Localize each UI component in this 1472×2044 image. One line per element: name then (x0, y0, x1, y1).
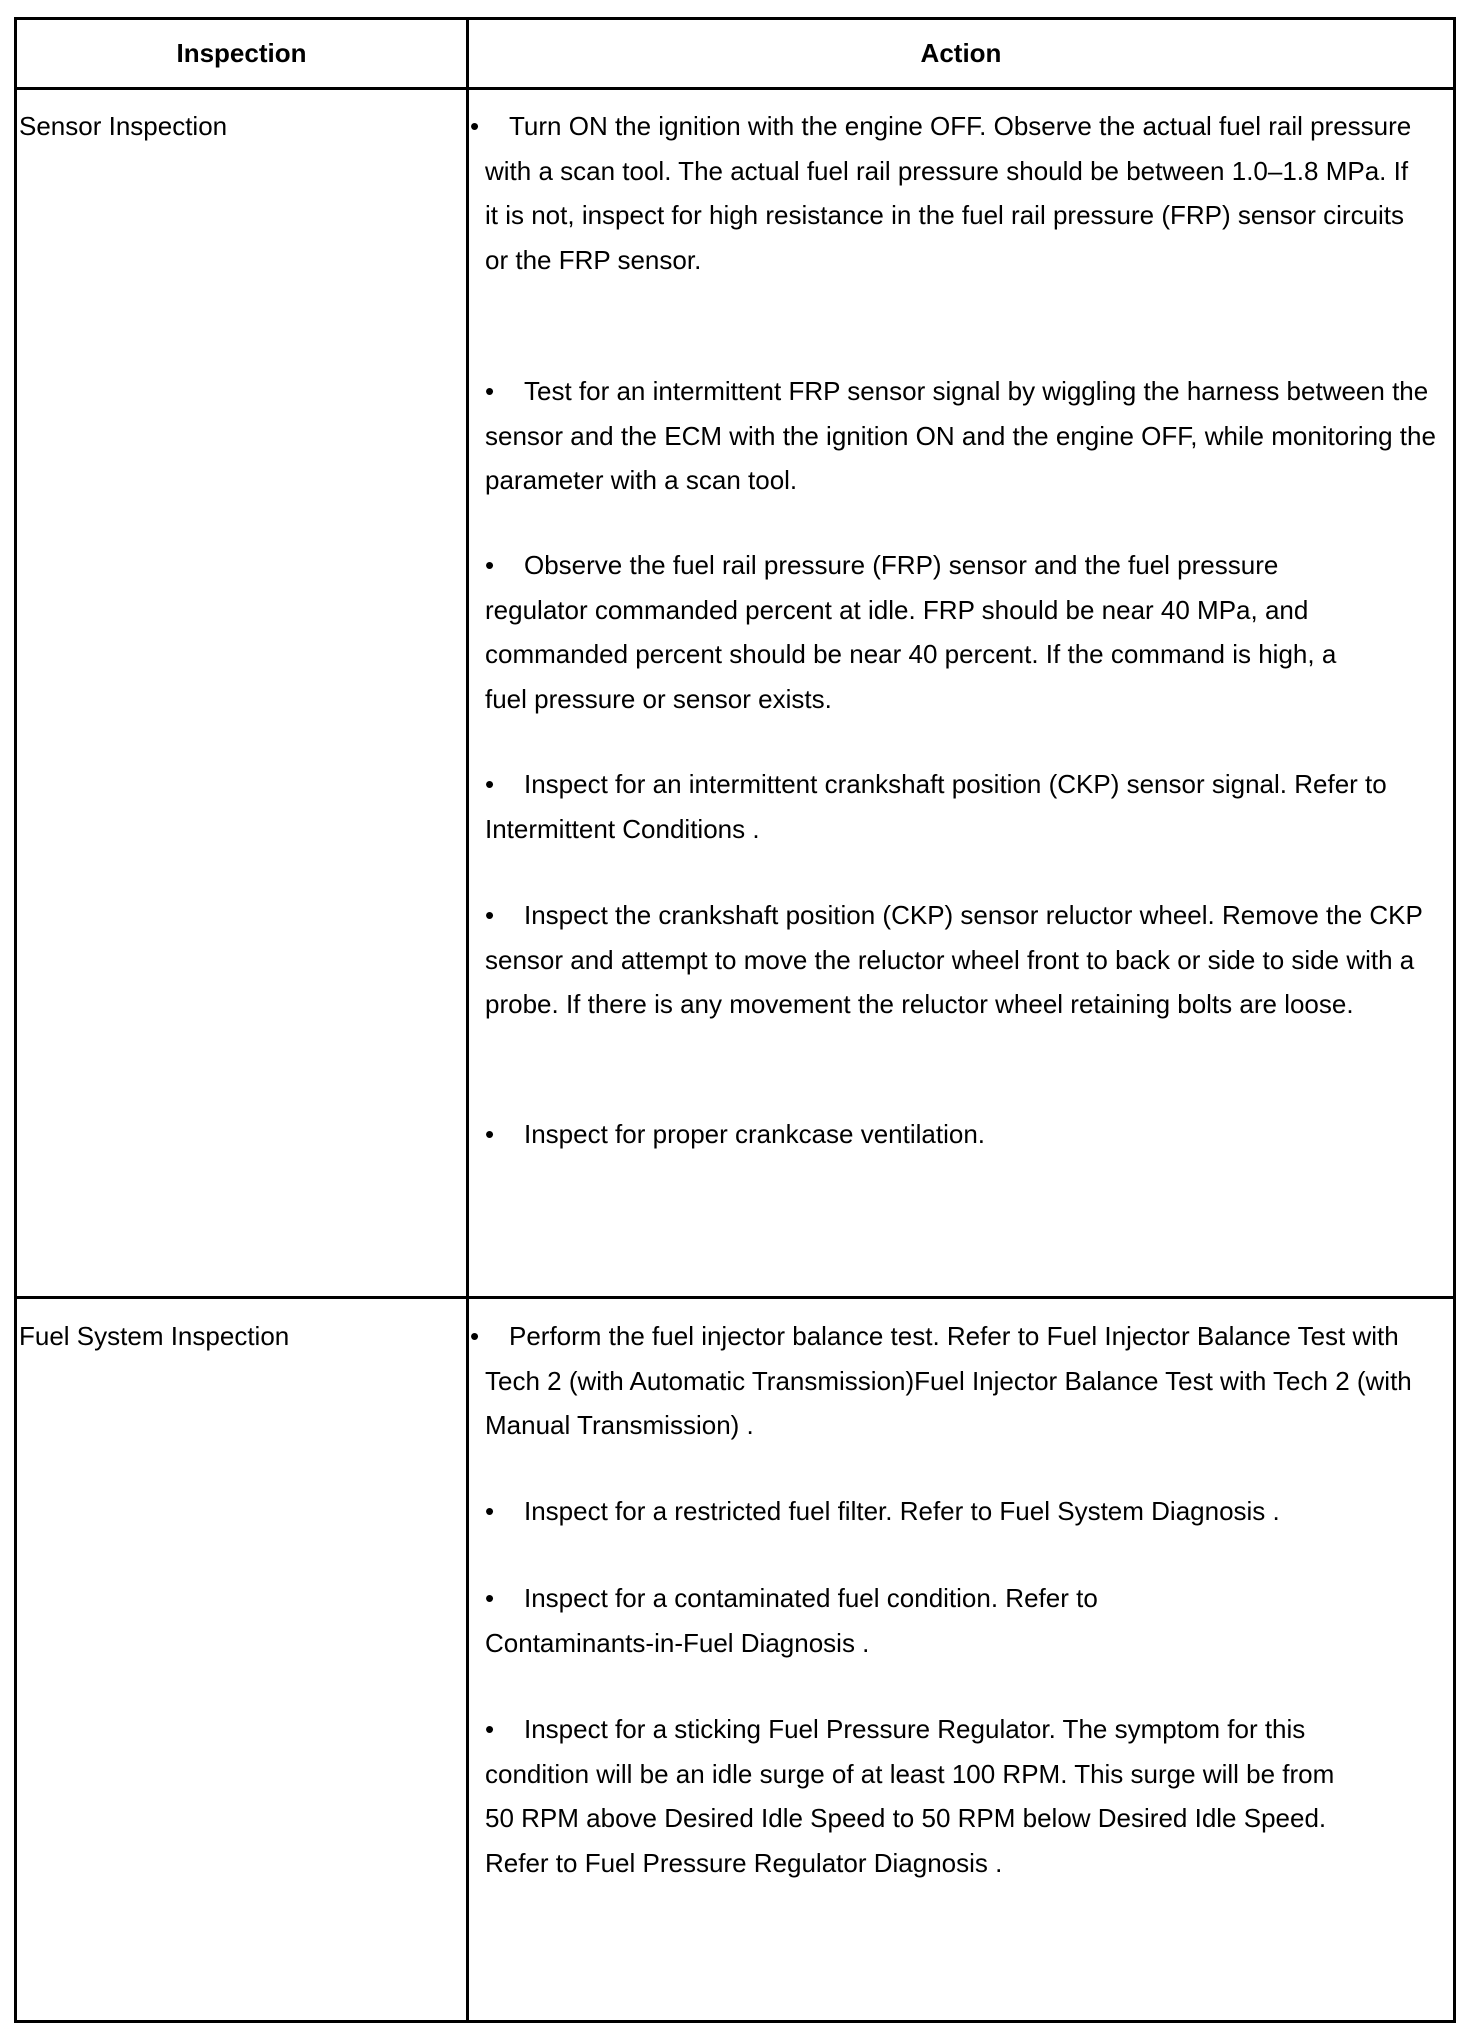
action-item (485, 762, 1425, 851)
header-inspection: Inspection (176, 37, 307, 68)
row-sensor-inspection-label: Sensor Inspection (19, 111, 228, 141)
action-item (485, 369, 1465, 503)
action-text: Turn ON the ignition with the engine OFF. Observe the actual fuel rail pressure with a scan tool. The actual fuel rail pressure should be between 1.0–1.8 MPa. If it is not, inspect for high resistance in the fuel rail pressure (FRP) sensor circuits or the FRP sensor. (485, 111, 1412, 275)
bullet-icon: • (485, 900, 495, 930)
action-item (485, 543, 1365, 721)
action-item (470, 1314, 1445, 1448)
bullet-icon: • (485, 1714, 495, 1744)
header-action: Action (920, 37, 1002, 68)
column-divider (466, 17, 469, 2023)
action-text: Inspect for a restricted fuel filter. Refer to Fuel System Diagnosis . (524, 1496, 1280, 1526)
action-item (470, 104, 1425, 282)
bullet-icon: • (485, 1583, 495, 1613)
action-text: Inspect the crankshaft position (CKP) sensor reluctor wheel. Remove the CKP sensor and attempt to move the reluctor wheel front to back or side to side with a probe. If there is any movement the reluctor wheel retaining bolts are loose. (485, 900, 1423, 1019)
action-text: Inspect for a sticking Fuel Pressure Regulator. The symptom for this condition will be an idle surge of at least 100 RPM. This surge will be from 50 RPM above Desired Idle Speed to 50 RPM below Desired Idle Speed. Refer to Fuel Pressure Regulator Diagnosis . (485, 1714, 1335, 1878)
action-text: Observe the fuel rail pressure (FRP) sensor and the fuel pressure regulator commanded percent at idle. FRP should be near 40 MPa, and commanded percent should be near 40 percent. If the command is high, a fuel pressure or sensor exists. (485, 550, 1337, 714)
action-text: Inspect for proper crankcase ventilation. (524, 1119, 986, 1149)
bullet-icon: • (470, 111, 480, 141)
action-item (485, 893, 1425, 1027)
action-text: Inspect for an intermittent crankshaft position (CKP) sensor signal. Refer to Intermittent Conditions . (485, 769, 1387, 844)
bullet-icon: • (485, 550, 495, 580)
row-fuel-system-inspection-label: Fuel System Inspection (19, 1321, 290, 1351)
action-item (485, 1489, 1425, 1534)
bullet-icon: • (485, 1496, 495, 1526)
action-text: Inspect for a contaminated fuel condition. Refer to Contaminants-in-Fuel Diagnosis . (485, 1583, 1098, 1658)
action-item (485, 1576, 1185, 1665)
action-text: Test for an intermittent FRP sensor signal by wiggling the harness between the sensor and the ECM with the ignition ON and the engine OFF, while monitoring the parameter with a scan tool. (485, 376, 1436, 495)
table-border-bottom (14, 2020, 1456, 2023)
table-border-right (1453, 17, 1456, 2023)
action-text: Perform the fuel injector balance test. Refer to Fuel Injector Balance Test with Tech 2 (with Automatic Transmission)Fuel Injector Balance Test with Tech 2 (with Manual Transmission) . (485, 1321, 1412, 1440)
bullet-icon: • (485, 1119, 495, 1149)
bullet-icon: • (485, 376, 495, 406)
row-divider (14, 1296, 1456, 1299)
action-item (485, 1707, 1365, 1885)
bullet-icon: • (485, 769, 495, 799)
table-border-left (14, 17, 17, 2023)
action-item (485, 1112, 1425, 1157)
bullet-icon: • (470, 1321, 480, 1351)
